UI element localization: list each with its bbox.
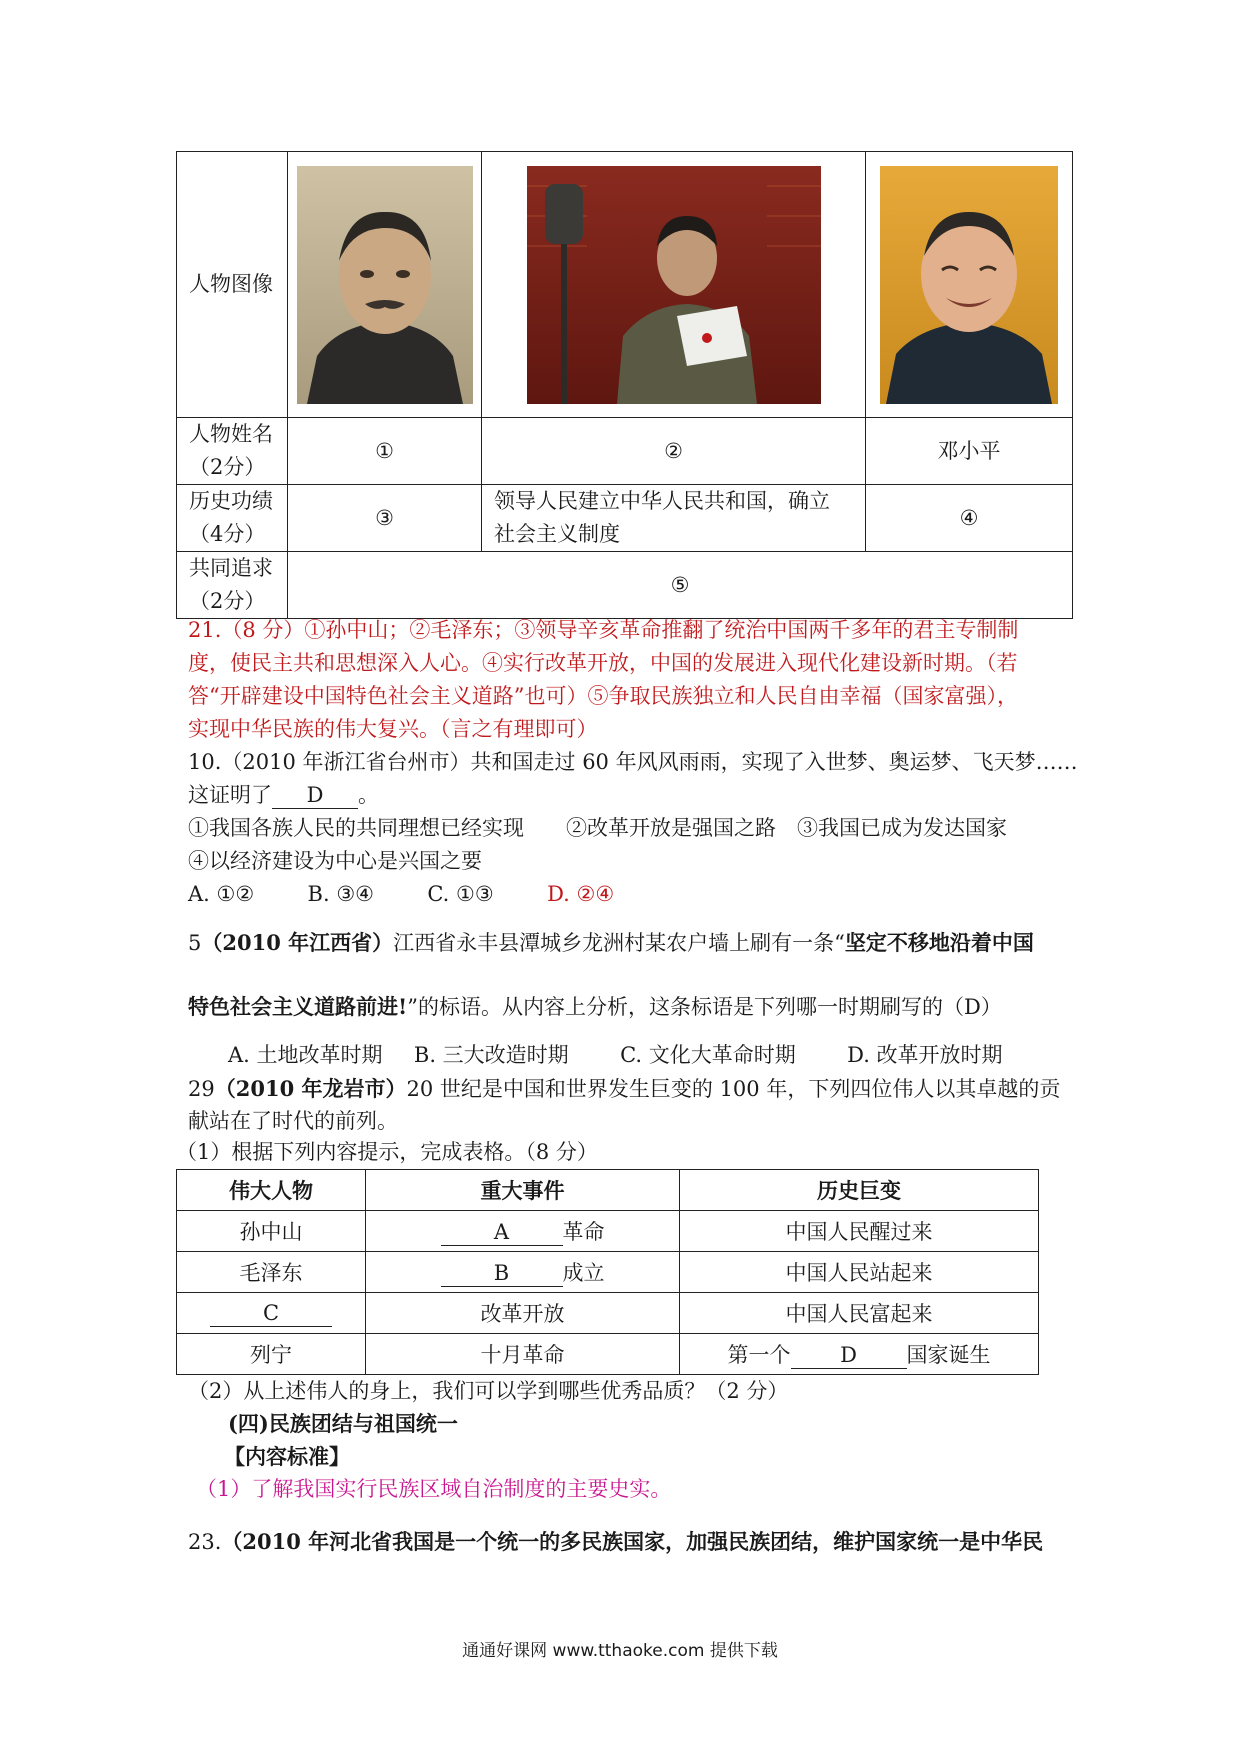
deeds-cell-2-line2: 社会主义制度	[494, 522, 620, 546]
section4-standard: 【内容标准】	[224, 1444, 350, 1469]
q5-choice-b: B. 三大改造时期	[413, 1043, 569, 1067]
portrait-photo-1	[297, 166, 473, 404]
blank-c: C	[210, 1300, 332, 1327]
section4-title: (四)民族团结与祖国统一	[228, 1411, 458, 1436]
q10-choices	[188, 878, 614, 911]
q5-line2: 特色社会主义道路前进!”的标语。从内容上分析，这条标语是下列哪一时期刷写的（D）	[188, 994, 1002, 1019]
q10-options-line1: ①我国各族人民的共同理想已经实现 ②改革开放是强国之路 ③我国已成为发达国家	[188, 816, 1007, 840]
table-row: C 改革开放 中国人民富起来	[177, 1293, 1039, 1334]
section4-item1: （1）了解我国实行民族区域自治制度的主要史实。	[196, 1477, 672, 1501]
q29-source: （2010 年龙岩市）	[214, 1076, 407, 1101]
name-cell-1: ①	[288, 418, 482, 485]
row-label-image: 人物图像	[177, 152, 288, 418]
q10-line1: 10.（2010 年浙江省台州市）共和国走过 60 年风风雨雨，实现了入世梦、奥运梦、飞天梦……	[188, 750, 1078, 774]
q29-sub1: （1）根据下列内容提示，完成表格。（8 分）	[176, 1140, 598, 1164]
q23-line1: 23.（2010 年河北省我国是一个统一的多民族国家，加强民族团结，维护国家统一是中华民	[188, 1529, 1044, 1554]
great-figures-table	[176, 1169, 1039, 1375]
blank-a: A	[441, 1219, 563, 1246]
q10-choice-c: C. ①③	[427, 882, 494, 906]
q5-choice-a: A. 土地改革时期	[228, 1043, 383, 1067]
header-historic-change: 历史巨变	[680, 1170, 1039, 1211]
name-cell-2: ②	[482, 418, 866, 485]
q10-choice-a: A. ①②	[188, 882, 255, 906]
blank-d: D	[791, 1342, 907, 1369]
answer21-line2: 度，使民主共和思想深入人心。④实行改革开放，中国的发展进入现代化建设新时期。（若	[188, 651, 1018, 675]
table-row: 列宁 十月革命 第一个 D 国家诞生	[177, 1334, 1039, 1375]
q10-options-line2: ④以经济建设为中心是兴国之要	[188, 849, 482, 873]
q29-line2: 献站在了时代的前列。	[188, 1109, 398, 1133]
q5-choice-d: D. 改革开放时期	[847, 1043, 1003, 1067]
portrait-photo-3	[880, 166, 1058, 404]
q29-sub2: （2）从上述伟人的身上，我们可以学到哪些优秀品质？（2 分）	[188, 1379, 789, 1403]
pursuit-cell: ⑤	[288, 552, 1073, 619]
portrait-table	[176, 151, 1073, 619]
deeds-cell-2-line1: 领导人民建立中华人民共和国，确立	[494, 489, 830, 513]
q5-choice-c: C. 文化大革命时期	[620, 1043, 796, 1067]
answer21-line1: 21.（8 分）①孙中山；②毛泽东；③领导辛亥革命推翻了统治中国两千多年的君主专制制	[188, 618, 1019, 642]
row-label-deeds-points: （4分）	[189, 522, 266, 546]
answer21-line4: 实现中华民族的伟大复兴。（言之有理即可）	[188, 717, 598, 741]
q10-line2: 这证明了 D 。	[188, 783, 379, 807]
name-cell-3: 邓小平	[866, 418, 1073, 485]
header-great-figure: 伟大人物	[177, 1170, 366, 1211]
table-row: 孙中山 A 革命 中国人民醒过来	[177, 1211, 1039, 1252]
q5-source: （2010 年江西省）	[201, 930, 394, 955]
q10-choice-b: B. ③④	[307, 882, 374, 906]
blank-b: B	[441, 1260, 563, 1287]
row-label-name-points: （2分）	[189, 455, 266, 479]
row-label-pursuit-points: （2分）	[189, 589, 266, 613]
deeds-cell-1: ③	[288, 485, 482, 552]
row-label-name: 人物姓名	[189, 422, 273, 446]
page-footer: 通通好课网 www.tthaoke.com 提供下载	[462, 1641, 778, 1661]
q29-line1: 29（2010 年龙岩市）20 世纪是中国和世界发生巨变的 100 年，下列四位伟人以其卓越的贡	[188, 1076, 1061, 1101]
row-label-deeds: 历史功绩	[189, 489, 273, 513]
q10-choice-d: D. ②④	[547, 882, 615, 906]
deeds-cell-3: ④	[866, 485, 1073, 552]
table-row: 毛泽东 B 成立 中国人民站起来	[177, 1252, 1039, 1293]
q5-choices	[228, 1039, 1003, 1072]
portrait-photo-2	[527, 166, 821, 404]
q10-answer-blank: D	[272, 782, 358, 809]
header-major-event: 重大事件	[366, 1170, 680, 1211]
row-label-pursuit: 共同追求	[189, 556, 273, 580]
q5-line1: 5（2010 年江西省）江西省永丰县潭城乡龙洲村某农户墙上刷有一条“坚定不移地沿着中国	[188, 930, 1034, 955]
answer21-line3: 答“开辟建设中国特色社会主义道路”也可）⑤争取民族独立和人民自由幸福（国家富强），	[188, 684, 1018, 708]
